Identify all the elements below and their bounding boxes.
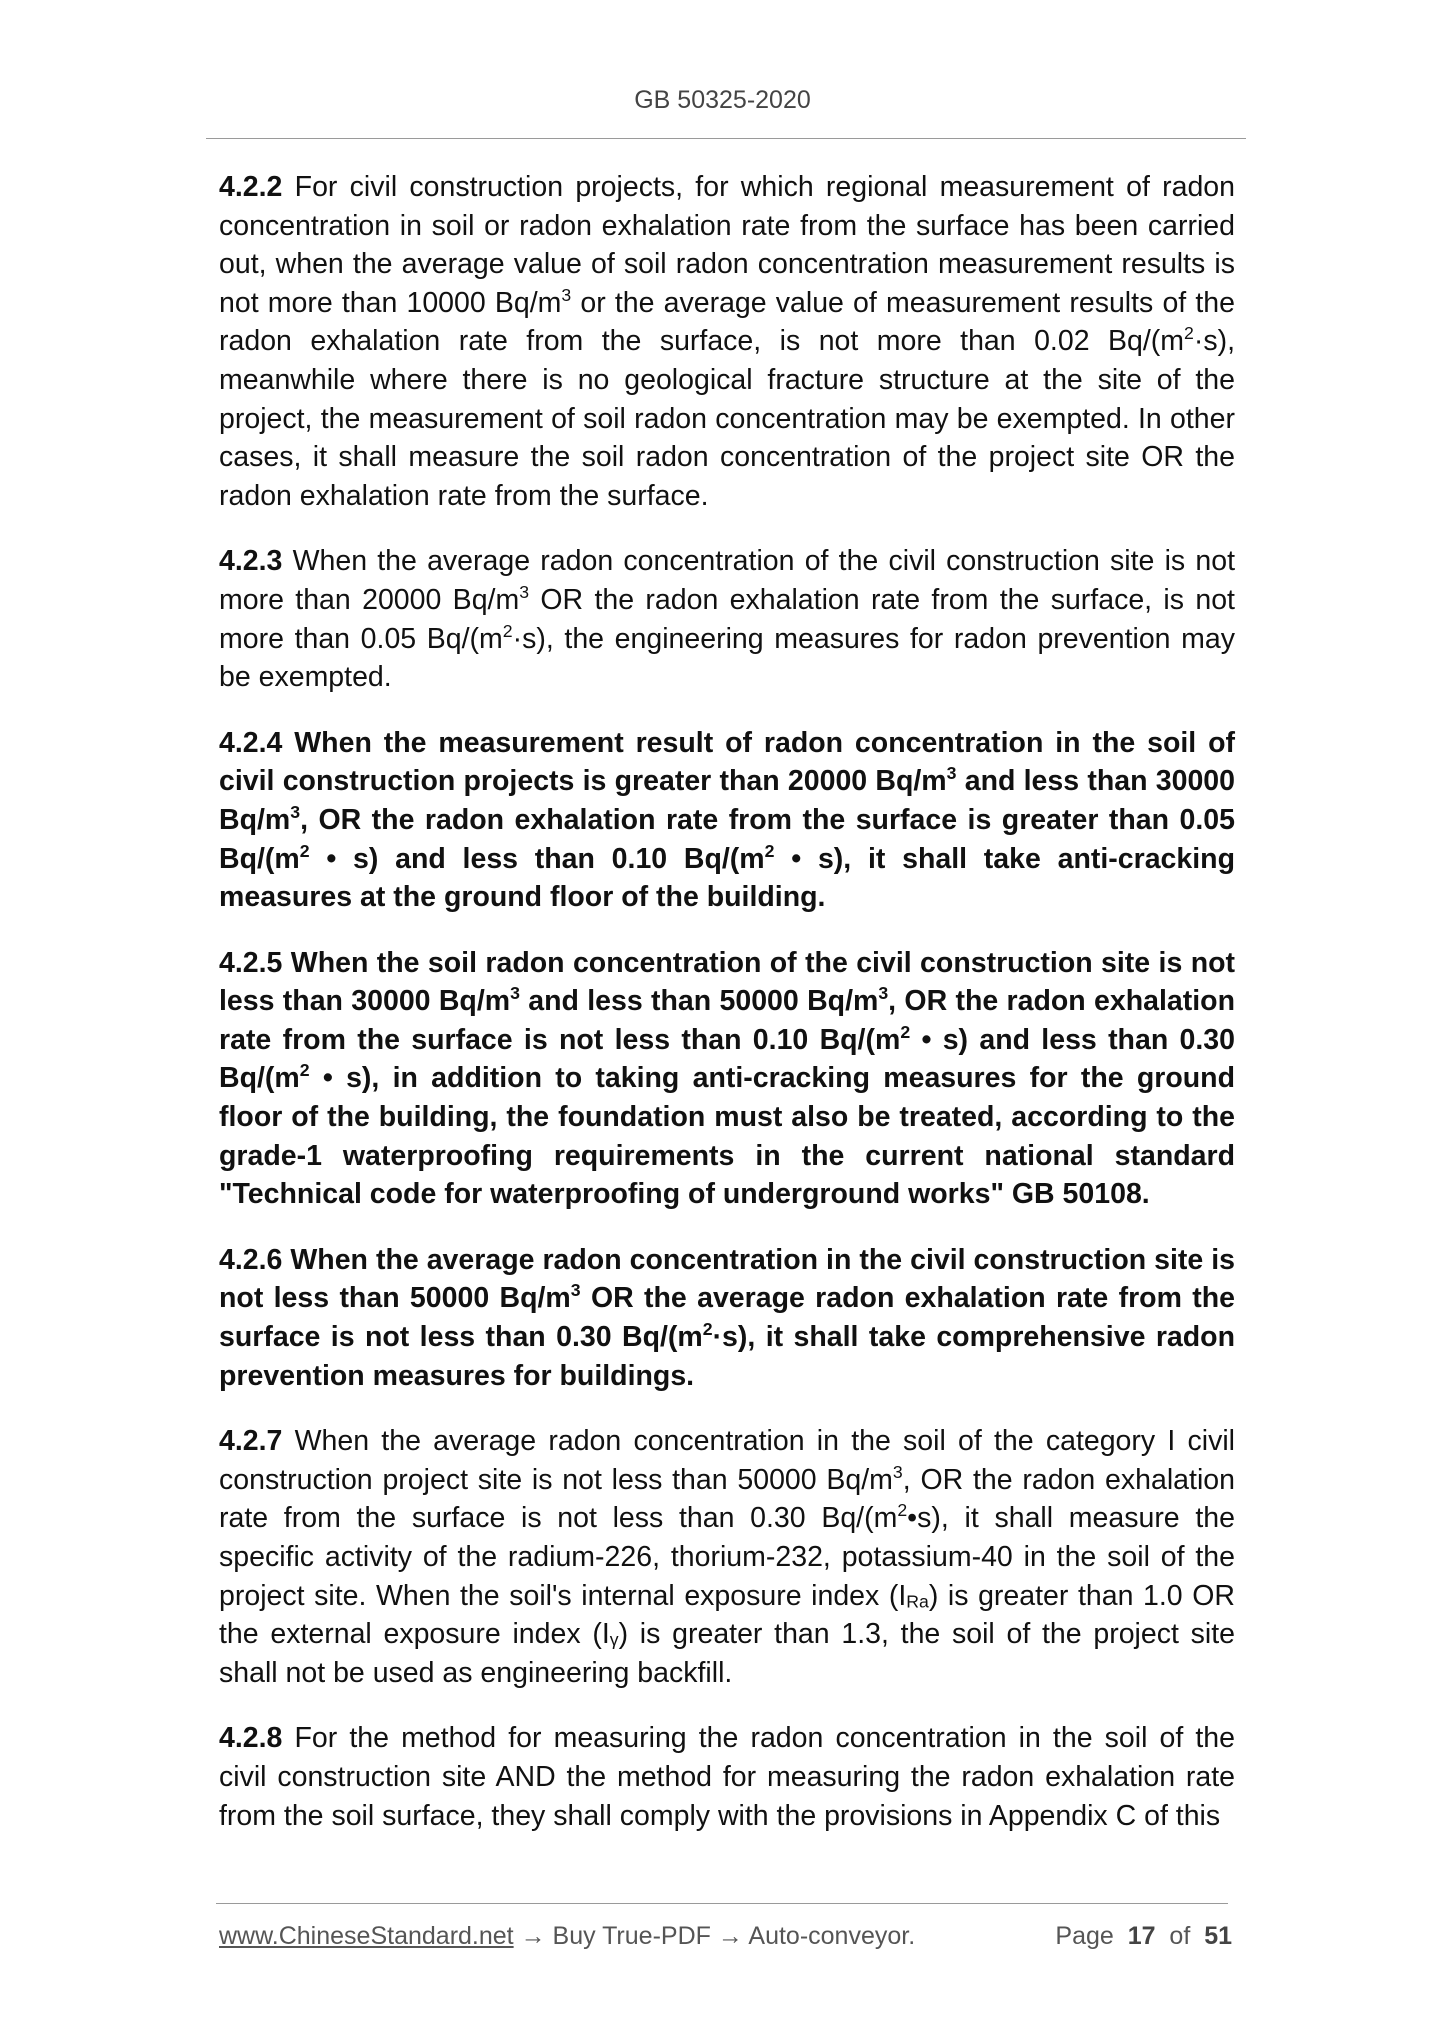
footer-divider: [216, 1903, 1228, 1904]
clause-number: 4.2.3: [219, 545, 283, 578]
clause-4-2-8: 4.2.8 For the method for measuring the radon concentration in the soil of the civil construction site AND the method for measuring the radon exhalation rate from the soil surface, they shall comply with the provisions in Appendix C of this: [219, 1722, 1235, 1832]
clause-number: 4.2.8: [219, 1722, 283, 1755]
clause-4-2-3: 4.2.3 When the average radon concentration of the civil construction site is not more than 20000 $Bq/m^3$ OR the radon exhalation rate from the surface, is not more than 0.05 $Bq/(m^2\cdot s)$, the engineering measures for radon prevention may be exempted.: [219, 545, 1236, 694]
page-body: [219, 168, 1235, 1862]
clause-number: 4.2.4: [219, 726, 283, 759]
footer-nav-text: → Buy True-PDF → Auto-conveyor.: [513, 1922, 916, 1950]
clause-4-2-7: 4.2.7 When the average radon concentration in the soil of the category I civil construction project site is not less than 50000 $Bq/m^3$, OR the radon exhalation rate from the surface is not less than 0.30 $Bq/(m^2•s)$, it shall measure the specific activity of the radium-226, thorium-232, potassium-40 in the soil of the project site. When the soil's internal exposure index $(I_{Ra})$ is greater than 1.0 OR the external exposure index $(I_\gamma)$ is greater than 1.3, the soil of the project site shall not be used as engineering backfill.: [219, 1425, 1236, 1689]
total-pages: 51: [1204, 1922, 1232, 1950]
clause-number: 4.2.5: [219, 946, 283, 979]
chinesestandard-link[interactable]: www.ChineseStandard.net: [219, 1922, 514, 1950]
clause-4-2-2: 4.2.2 For civil construction projects, for which regional measurement of radon concentration in soil or radon exhalation rate from the surface has been carried out, when the average value of soil radon concentration measurement results is not more than 10000 $Bq/m^3$ or the average value of measurement results of the radon exhalation rate from the surface, is not more than 0.02 $Bq/(m^2\cdot s)$, meanwhile where there is no geological fracture structure at the site of the project, the measurement of soil radon concentration may be exempted. In other cases, it shall measure the soil radon concentration of the project site OR the radon exhalation rate from the surface.: [219, 171, 1236, 512]
clause-4-2-6: 4.2.6 When the average radon concentration in the civil construction site is not less than 50000 $Bq/m^3$ OR the average radon exhalation rate from the surface is not less than 0.30 $Bq/(m^2\cdot s)$, it shall take comprehensive radon prevention measures for buildings.: [219, 1243, 1235, 1392]
current-page: 17: [1127, 1922, 1156, 1950]
clause-number: 4.2.2: [219, 171, 283, 203]
header-divider: [206, 138, 1246, 139]
clause-number: 4.2.6: [219, 1243, 283, 1276]
clause-4-2-5: 4.2.5 When the soil radon concentration of the civil construction site is not less than 30000 $Bq/m^3$ and less than 50000 $Bq/m^3$, OR the radon exhalation rate from the surface is not less than 0.10 $Bq/(m^2$ • s) and less than 0.30 $Bq/(m^2$ • s), in addition to taking anti-cracking measures for the ground floor of the building, the foundation must also be treated, according to the grade-1 waterproofing requirements in the current national standard "Technical code for waterproofing of underground works" GB 50108.: [219, 946, 1236, 1211]
document-header: GB 50325-2020: [634, 86, 811, 114]
footer-nav: [219, 1922, 915, 1951]
clause-number: 4.2.7: [219, 1425, 283, 1458]
clause-4-2-4: 4.2.4 When the measurement result of radon concentration in the soil of civil construction projects is greater than 20000 $Bq/m^3$ and less than 30000 $Bq/m^3$, OR the radon exhalation rate from the surface is greater than 0.05 $Bq/(m^2$ • s) and less than 0.10 $Bq/(m^2$ • s), it shall take anti-cracking measures at the ground floor of the building.: [219, 726, 1236, 914]
page-counter: Page 17 of 51: [1055, 1922, 1232, 1950]
